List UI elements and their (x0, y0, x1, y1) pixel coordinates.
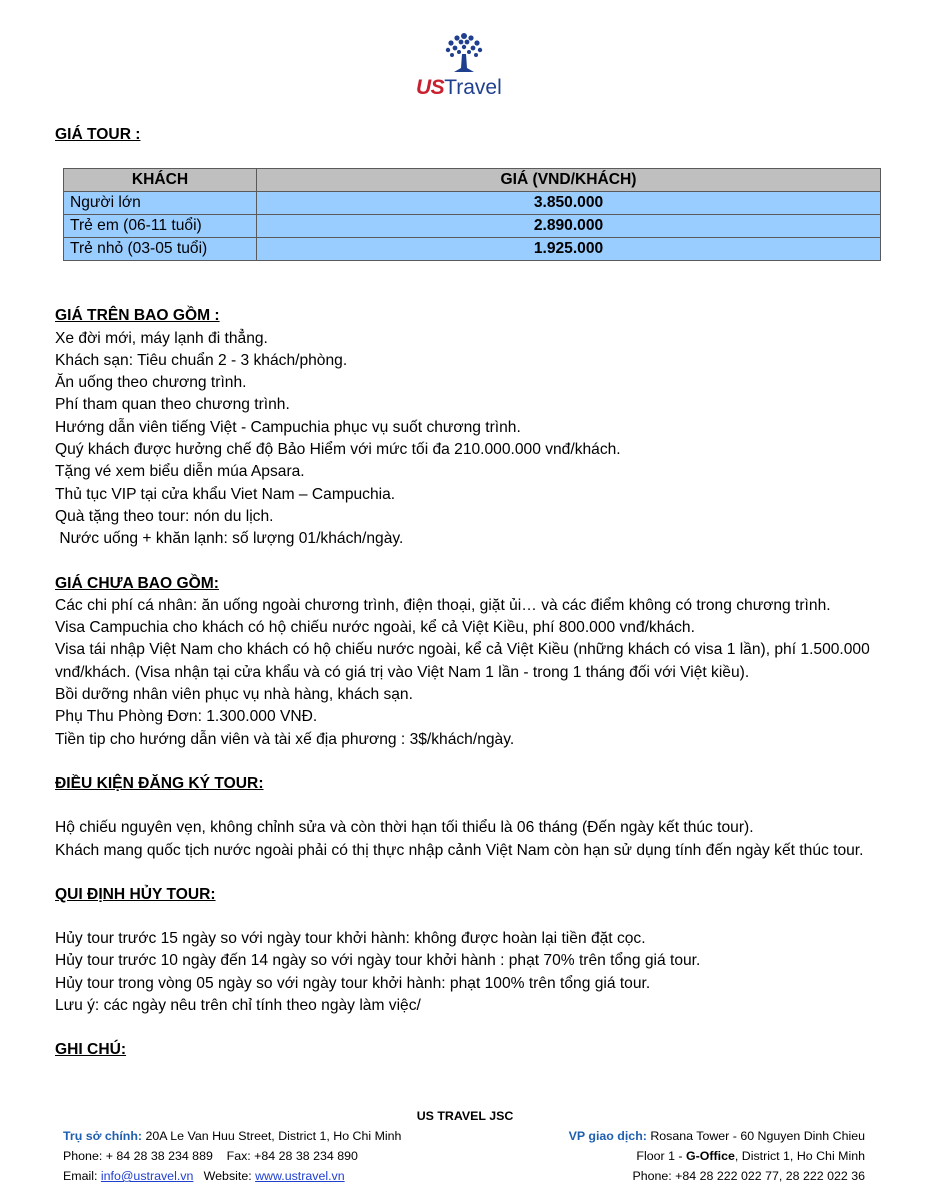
excluded-heading: GIÁ CHƯA BAO GỒM: (55, 574, 219, 592)
header-price: GIÁ (VND/KHÁCH) (257, 169, 881, 192)
email-label: Email: (63, 1169, 101, 1183)
list-item: Hướng dẫn viên tiếng Việt - Campuchia phục vụ suốt chương trình. (55, 418, 521, 436)
list-item: Quà tặng theo tour: nón du lịch. (55, 507, 274, 525)
list-item: Tiền tip cho hướng dẫn viên và tài xế địa phương : 3$/khách/ngày. (55, 730, 515, 748)
floor-name: G-Office (685, 1149, 735, 1163)
list-item: Lưu ý: các ngày nêu trên chỉ tính theo ngày làm việc/ (55, 997, 421, 1015)
email-link[interactable]: info@ustravel.vn (100, 1169, 194, 1183)
footer-company: US TRAVEL JSC (416, 1109, 514, 1123)
logo-travel-text: Travel (444, 76, 502, 99)
footer-right (569, 1126, 875, 1186)
floor-suffix: , District 1, Ho Chi Minh (734, 1149, 865, 1163)
office-address: Rosana Tower - 60 Nguyen Dinh Chieu (646, 1129, 865, 1143)
row-label: Trẻ nhỏ (03-05 tuổi) (64, 238, 257, 261)
notes-heading: GHI CHÚ: (55, 1041, 127, 1059)
list-item: Quý khách được hưởng chế độ Bảo Hiểm với mức tối đa 210.000.000 vnđ/khách. (55, 441, 621, 459)
hq-address: 20A Le Van Huu Street, District 1, Ho Chi Minh (142, 1129, 402, 1143)
office-label: VP giao dịch: (568, 1129, 647, 1143)
table-row (64, 238, 881, 261)
list-item: Khách mang quốc tịch nước ngoài phải có thị thực nhập cảnh Việt Nam còn hạn sử dụng tính đến ngày kết thúc tour. (55, 841, 864, 859)
list-item: Ăn uống theo chương trình. (55, 374, 247, 392)
website-label: Website: (193, 1169, 256, 1183)
footer-phone-left: Phone: + 84 28 38 234 889 Fax: +84 28 38 234 890 (63, 1149, 358, 1163)
list-item: Phụ Thu Phòng Đơn: 1.300.000 VNĐ. (55, 708, 318, 726)
list-item: Phí tham quan theo chương trình. (55, 396, 290, 414)
row-label: Trẻ em (06-11 tuổi) (64, 215, 257, 238)
list-item: Visa tái nhập Việt Nam cho khách có hộ chiếu nước ngoài, kể cả Việt Kiều (những khách có visa 1 lần), phí 1.500.000 vnđ/khách. (Visa nhận tại cửa khẩu và có giá trị vào Việt Nam 1 lần - trong 1 tháng đối với Việt kiều). (55, 641, 870, 681)
list-item: Bồi dưỡng nhân viên phục vụ nhà hàng, khách sạn. (55, 686, 413, 704)
row-price: 1.925.000 (257, 238, 881, 261)
logo-us-text: US (416, 76, 445, 99)
list-item: Thủ tục VIP tại cửa khẩu Viet Nam – Campuchia. (55, 485, 396, 503)
price-table-header (64, 169, 881, 192)
list-item: Khách sạn: Tiêu chuẩn 2 - 3 khách/phòng. (55, 351, 348, 369)
list-item: Xe đời mới, máy lạnh đi thẳng. (55, 329, 268, 347)
list-item: Tặng vé xem biểu diễn múa Apsara. (55, 463, 305, 481)
conditions-heading: ĐIỀU KIỆN ĐĂNG KÝ TOUR: (55, 774, 264, 792)
list-item: Các chi phí cá nhân: ăn uống ngoài chương trình, điện thoại, giặt ủi… và các điểm không có trong chương trình. (55, 596, 831, 614)
list-item: Hủy tour trước 15 ngày so với ngày tour khởi hành: không được hoàn lại tiền đặt cọc. (55, 930, 646, 948)
cancellation-heading: QUI ĐỊNH HỦY TOUR: (55, 885, 216, 903)
list-item: Nước uống + khăn lạnh: số lượng 01/khách/ngày. (55, 530, 404, 548)
document-body (55, 124, 885, 1062)
list-item: Hủy tour trong vòng 05 ngày so với ngày tour khởi hành: phạt 100% trên tổng giá tour. (55, 974, 651, 992)
hq-label: Trụ sở chính: (63, 1129, 143, 1143)
included-heading: GIÁ TRÊN BAO GỒM : (55, 307, 220, 325)
price-table (63, 168, 881, 261)
us-travel-logo (412, 30, 516, 102)
list-item: Hủy tour trước 10 ngày đến 14 ngày so với ngày tour khởi hành : phạt 70% trên tổng giá tour. (55, 952, 701, 970)
header-guest: KHÁCH (64, 169, 257, 192)
footer-left (55, 1126, 401, 1186)
price-heading: GIÁ TOUR : (55, 126, 141, 143)
table-row (64, 215, 881, 238)
list-item: Visa Campuchia cho khách có hộ chiếu nước ngoài, kể cả Việt Kiều, phí 800.000 vnđ/khách. (55, 619, 695, 637)
table-row (64, 192, 881, 215)
list-item: Hộ chiếu nguyên vẹn, không chỉnh sửa và còn thời hạn tối thiểu là 06 tháng (Đến ngày kết thúc tour). (55, 819, 754, 837)
row-price: 2.890.000 (257, 215, 881, 238)
website-link[interactable]: www.ustravel.vn (255, 1169, 345, 1183)
page-footer (55, 1106, 875, 1186)
row-price: 3.850.000 (257, 192, 881, 215)
logo-wordmark (416, 74, 502, 102)
footer-phone-right: Phone: +84 28 222 022 77, 28 222 022 36 (632, 1169, 865, 1183)
floor-prefix: Floor 1 - (636, 1149, 686, 1163)
tree-logo-icon (442, 30, 486, 74)
row-label: Người lớn (64, 192, 257, 215)
